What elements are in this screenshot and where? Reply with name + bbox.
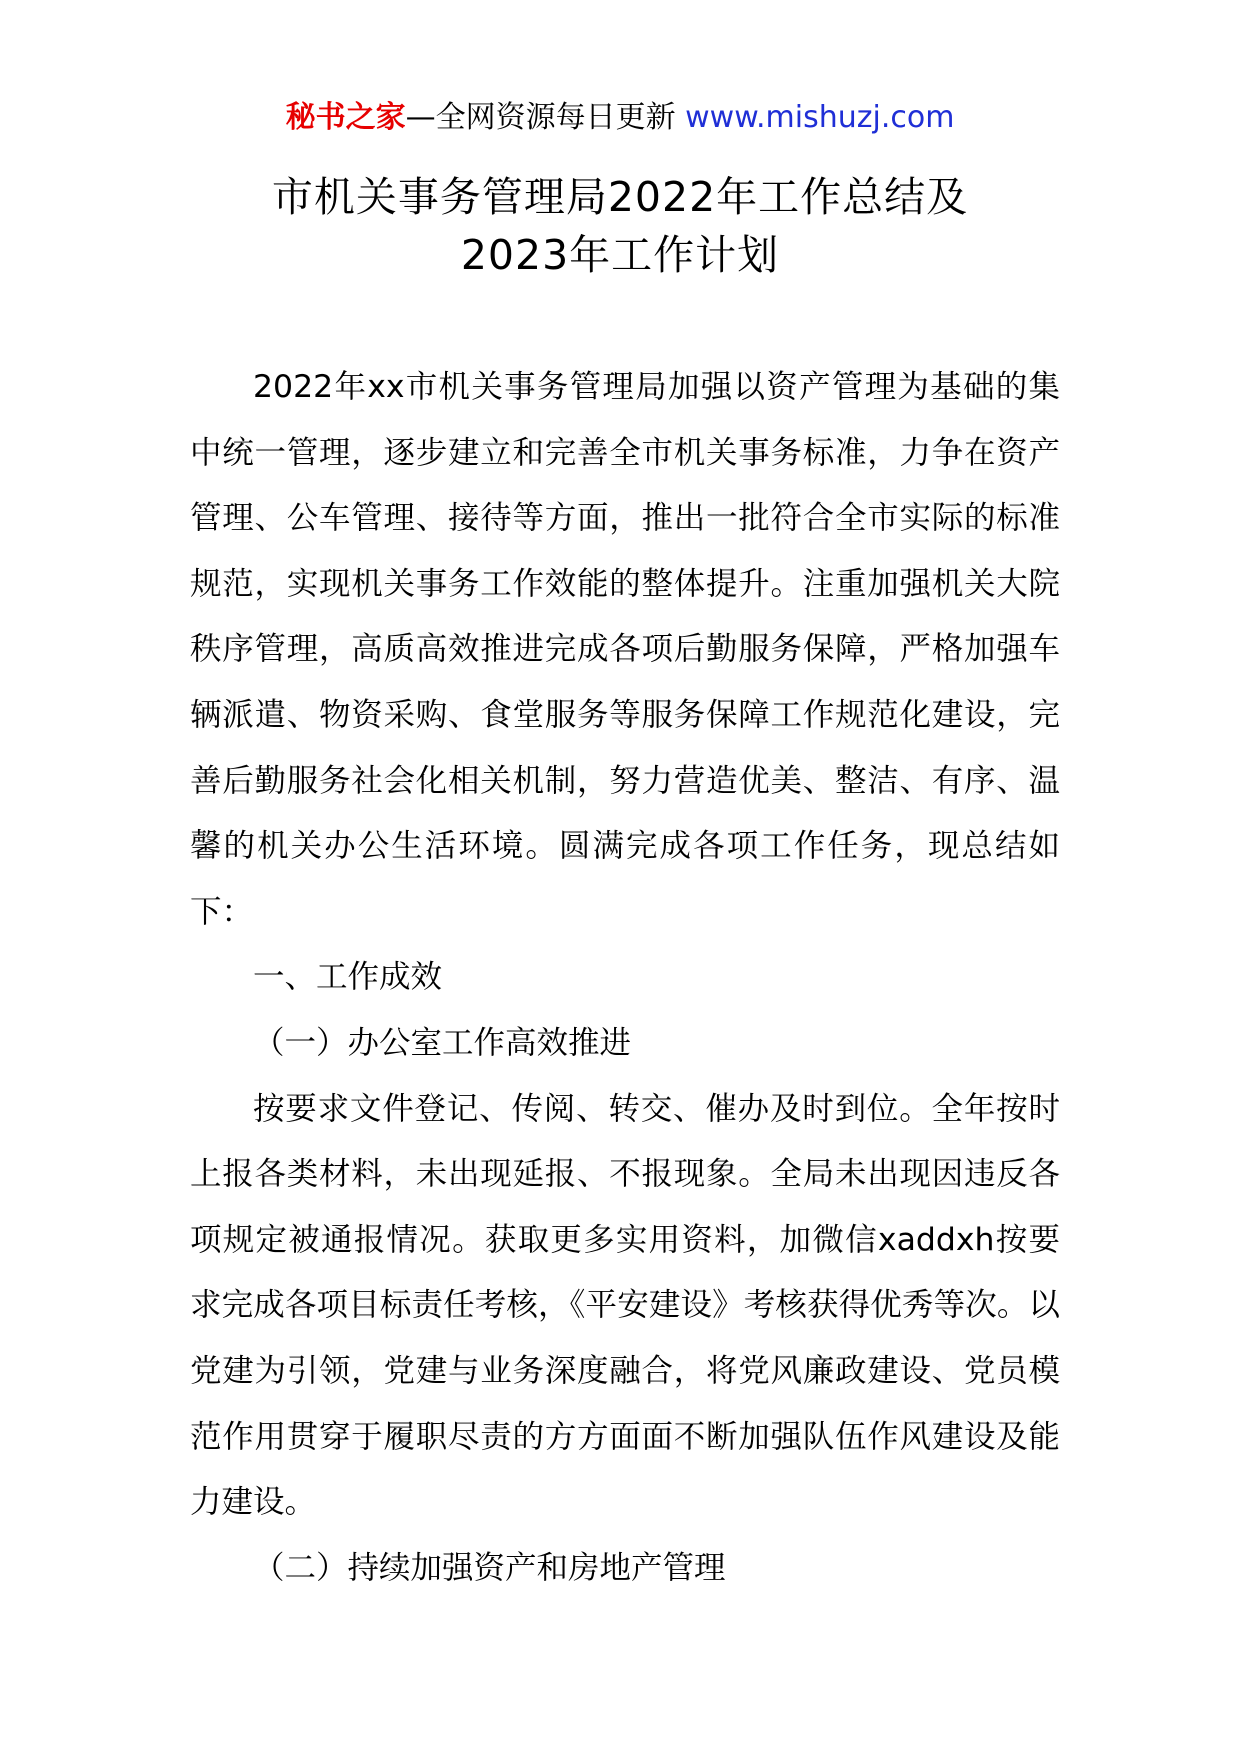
- section-heading-1: 一、工作成效: [253, 959, 443, 996]
- site-url-link[interactable]: www.mishuzj.com: [685, 100, 955, 135]
- document-title: [0, 168, 1240, 284]
- site-banner: [0, 98, 1240, 138]
- brand-name: 秘书之家: [285, 100, 406, 135]
- title-line-1: 市机关事务管理局2022年工作总结及: [271, 173, 969, 221]
- document-body: [190, 355, 1060, 1601]
- brand-slogan: —全网资源每日更新: [405, 100, 676, 135]
- subsection-1-paragraph: 按要求文件登记、传阅、转交、催办及时到位。全年按时上报各类材料，未出现延报、不报现象。全局未出现因违反各项规定被通报情况。获取更多实用资料，加微信xaddxh按要求完成各项目标责任考核，《平安建设》考核获得优秀等次。以党建为引领，党建与业务深度融合，将党风廉政建设、党员模范作用贯穿于履职尽责的方方面面不断加强队伍作风建设及能力建设。: [190, 1090, 1060, 1521]
- subsection-heading-2: （二）持续加强资产和房地产管理: [253, 1549, 726, 1586]
- intro-paragraph: 2022年xx市机关事务管理局加强以资产管理为基础的集中统一管理，逐步建立和完善全市机关事务标准，力争在资产管理、公车管理、接待等方面，推出一批符合全市实际的标准规范，实现机关事务工作效能的整体提升。注重加强机关大院秩序管理，高质高效推进完成各项后勤服务保障，严格加强车辆派遣、物资采购、食堂服务等服务保障工作规范化建设，完善后勤服务社会化相关机制，努力营造优美、整洁、有序、温馨的机关办公生活环境。圆满完成各项工作任务，现总结如下：: [190, 369, 1060, 930]
- title-line-2: 2023年工作计划: [460, 231, 780, 279]
- subsection-heading-1: （一）办公室工作高效推进: [253, 1024, 632, 1061]
